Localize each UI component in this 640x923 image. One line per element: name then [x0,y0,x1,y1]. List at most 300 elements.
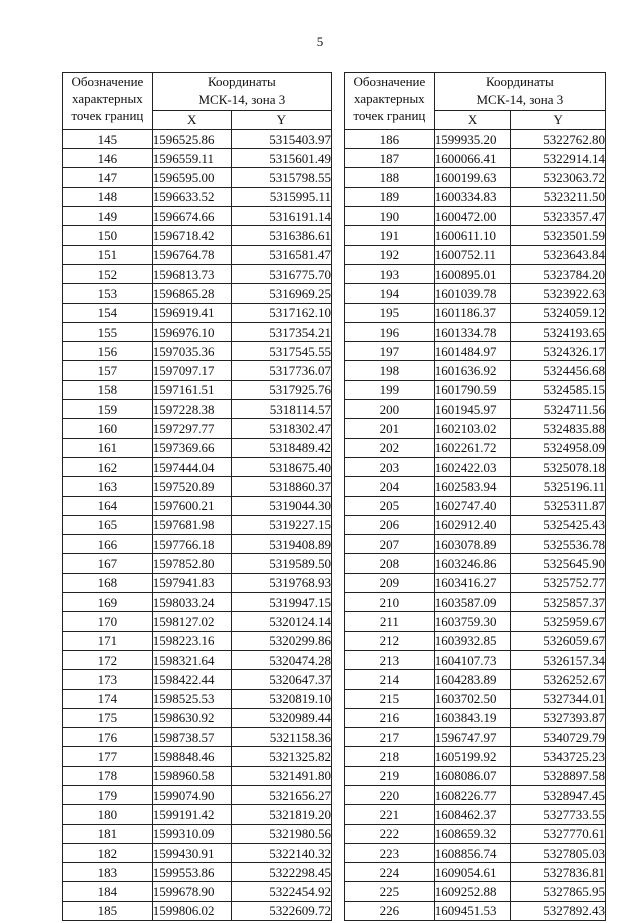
x-coordinate-cell: 1605199.92 [434,747,511,766]
point-id-cell: 186 [345,129,435,148]
point-id-cell: 150 [63,226,153,245]
point-id-cell: 220 [345,785,435,804]
y-coordinate-cell: 5324835.88 [511,419,606,438]
point-id-cell: 177 [63,747,153,766]
x-coordinate-cell: 1599074.90 [152,785,231,804]
y-coordinate-cell: 5321158.36 [231,728,331,747]
table-row [345,708,606,727]
point-id-cell: 183 [63,863,153,882]
coordinates-table-right [344,72,606,921]
x-coordinate-cell: 1597600.21 [152,496,231,515]
y-coordinate-cell: 5325857.37 [511,593,606,612]
x-coordinate-cell: 1600472.00 [434,207,511,226]
y-coordinate-cell: 5322914.14 [511,149,606,168]
y-coordinate-cell: 5325311.87 [511,496,606,515]
table-row [63,361,332,380]
table-row [345,689,606,708]
table-row [63,149,332,168]
table-row [345,496,606,515]
table-row [63,322,332,341]
point-id-cell: 173 [63,670,153,689]
table-row [63,554,332,573]
y-coordinate-cell: 5316775.70 [231,264,331,283]
x-coordinate-cell: 1597520.89 [152,477,231,496]
table-row [345,438,606,457]
x-coordinate-cell: 1596764.78 [152,245,231,264]
header-coords-line: Координаты [485,74,554,89]
point-id-cell: 217 [345,728,435,747]
point-id-cell: 152 [63,264,153,283]
table-row [345,380,606,399]
table-row [345,457,606,476]
table-row [63,129,332,148]
y-coordinate-cell: 5325959.67 [511,612,606,631]
col-x-header: X [152,110,231,129]
y-coordinate-cell: 5325078.18 [511,457,606,476]
point-id-cell: 204 [345,477,435,496]
point-id-cell: 216 [345,708,435,727]
point-id-cell: 188 [345,168,435,187]
x-coordinate-cell: 1598321.64 [152,650,231,669]
y-coordinate-cell: 5319408.89 [231,535,331,554]
x-coordinate-cell: 1596595.00 [152,168,231,187]
y-coordinate-cell: 5318675.40 [231,457,331,476]
table-row [345,766,606,785]
x-coordinate-cell: 1596718.42 [152,226,231,245]
x-coordinate-cell: 1597941.83 [152,573,231,592]
coordinates-header [152,73,331,111]
table-row [63,496,332,515]
y-coordinate-cell: 5323922.63 [511,284,606,303]
x-coordinate-cell: 1596976.10 [152,322,231,341]
x-coordinate-cell: 1603587.09 [434,593,511,612]
x-coordinate-cell: 1598738.57 [152,728,231,747]
point-id-cell: 196 [345,322,435,341]
point-id-cell: 154 [63,303,153,322]
y-coordinate-cell: 5325752.77 [511,573,606,592]
point-id-cell: 180 [63,805,153,824]
x-coordinate-cell: 1601484.97 [434,342,511,361]
x-coordinate-cell: 1597444.04 [152,457,231,476]
point-id-cell: 202 [345,438,435,457]
table-row [345,785,606,804]
table-row [63,670,332,689]
x-coordinate-cell: 1596674.66 [152,207,231,226]
x-coordinate-cell: 1596559.11 [152,149,231,168]
y-coordinate-cell: 5327865.95 [511,882,606,901]
point-id-cell: 165 [63,515,153,534]
table-row [345,901,606,920]
x-coordinate-cell: 1598422.44 [152,670,231,689]
y-coordinate-cell: 5325536.78 [511,535,606,554]
point-label-header [63,73,153,130]
table-row [63,226,332,245]
y-coordinate-cell: 5326157.34 [511,650,606,669]
y-coordinate-cell: 5322609.72 [231,901,331,920]
point-id-cell: 149 [63,207,153,226]
x-coordinate-cell: 1597161.51 [152,380,231,399]
table-row [345,129,606,148]
point-id-cell: 169 [63,593,153,612]
y-coordinate-cell: 5320819.10 [231,689,331,708]
table-row [345,554,606,573]
y-coordinate-cell: 5327733.55 [511,805,606,824]
y-coordinate-cell: 5325196.11 [511,477,606,496]
y-coordinate-cell: 5318114.57 [231,400,331,419]
table-row [63,593,332,612]
x-coordinate-cell: 1603078.89 [434,535,511,554]
x-coordinate-cell: 1597369.66 [152,438,231,457]
table-row [63,207,332,226]
table-row [345,400,606,419]
x-coordinate-cell: 1596865.28 [152,284,231,303]
x-coordinate-cell: 1596813.73 [152,264,231,283]
x-coordinate-cell: 1600066.41 [434,149,511,168]
point-id-cell: 187 [345,149,435,168]
table-row [345,728,606,747]
table-row [63,264,332,283]
x-coordinate-cell: 1608659.32 [434,824,511,843]
table-row [345,631,606,650]
table-row [63,187,332,206]
y-coordinate-cell: 5316386.61 [231,226,331,245]
x-coordinate-cell: 1608086.07 [434,766,511,785]
point-id-cell: 167 [63,554,153,573]
point-id-cell: 166 [63,535,153,554]
x-coordinate-cell: 1598630.92 [152,708,231,727]
y-coordinate-cell: 5327770.61 [511,824,606,843]
point-id-cell: 194 [345,284,435,303]
header-label-line: точек границ [71,108,144,123]
point-id-cell: 162 [63,457,153,476]
point-id-cell: 148 [63,187,153,206]
point-id-cell: 226 [345,901,435,920]
x-coordinate-cell: 1600752.11 [434,245,511,264]
page-number: 5 [316,34,324,49]
y-coordinate-cell: 5327836.81 [511,863,606,882]
y-coordinate-cell: 5323501.59 [511,226,606,245]
table-row [345,515,606,534]
table-row [345,322,606,341]
x-coordinate-cell: 1601039.78 [434,284,511,303]
y-coordinate-cell: 5322298.45 [231,863,331,882]
y-coordinate-cell: 5321819.20 [231,805,331,824]
header-label-line: Обозначение [71,74,144,89]
table-row [63,457,332,476]
point-id-cell: 176 [63,728,153,747]
y-coordinate-cell: 5325645.90 [511,554,606,573]
y-coordinate-cell: 5316191.14 [231,207,331,226]
y-coordinate-cell: 5320124.14 [231,612,331,631]
table-row [63,824,332,843]
point-id-cell: 189 [345,187,435,206]
table-row [63,843,332,862]
table-row [345,284,606,303]
point-id-cell: 175 [63,708,153,727]
table-row [345,149,606,168]
point-id-cell: 157 [63,361,153,380]
y-coordinate-cell: 5328947.45 [511,785,606,804]
point-id-cell: 161 [63,438,153,457]
y-coordinate-cell: 5322140.32 [231,843,331,862]
x-coordinate-cell: 1598960.58 [152,766,231,785]
table-row [345,477,606,496]
y-coordinate-cell: 5315798.55 [231,168,331,187]
y-coordinate-cell: 5323643.84 [511,245,606,264]
table-row [63,284,332,303]
x-coordinate-cell: 1597035.36 [152,342,231,361]
x-coordinate-cell: 1602103.02 [434,419,511,438]
x-coordinate-cell: 1599678.90 [152,882,231,901]
header-coords-line: МСК-14, зона 3 [476,92,564,108]
point-id-cell: 185 [63,901,153,920]
y-coordinate-cell: 5317545.55 [231,342,331,361]
x-coordinate-cell: 1603932.85 [434,631,511,650]
y-coordinate-cell: 5319947.15 [231,593,331,612]
table-row [345,882,606,901]
point-id-cell: 164 [63,496,153,515]
y-coordinate-cell: 5321980.56 [231,824,331,843]
y-coordinate-cell: 5343725.23 [511,747,606,766]
table-row [345,168,606,187]
y-coordinate-cell: 5326059.67 [511,631,606,650]
x-coordinate-cell: 1609451.53 [434,901,511,920]
x-coordinate-cell: 1598033.24 [152,593,231,612]
coordinates-table-left [62,72,332,921]
table-row [345,573,606,592]
x-coordinate-cell: 1603246.86 [434,554,511,573]
x-coordinate-cell: 1602583.94 [434,477,511,496]
point-id-cell: 223 [345,843,435,862]
point-id-cell: 213 [345,650,435,669]
table-row [63,419,332,438]
x-coordinate-cell: 1601790.59 [434,380,511,399]
table-row [345,342,606,361]
point-id-cell: 168 [63,573,153,592]
y-coordinate-cell: 5325425.43 [511,515,606,534]
point-id-cell: 160 [63,419,153,438]
point-id-cell: 212 [345,631,435,650]
table-row [345,245,606,264]
table-row [63,342,332,361]
y-coordinate-cell: 5320299.86 [231,631,331,650]
point-id-cell: 190 [345,207,435,226]
x-coordinate-cell: 1597852.80 [152,554,231,573]
header-label-line: Обозначение [353,74,426,89]
table-row [63,303,332,322]
table-row [63,689,332,708]
point-id-cell: 209 [345,573,435,592]
header-coords-line: МСК-14, зона 3 [198,92,286,108]
table-row [345,843,606,862]
x-coordinate-cell: 1596919.41 [152,303,231,322]
x-coordinate-cell: 1599191.42 [152,805,231,824]
y-coordinate-cell: 5323357.47 [511,207,606,226]
y-coordinate-cell: 5320647.37 [231,670,331,689]
col-x-header: X [434,110,511,129]
table-row [63,747,332,766]
x-coordinate-cell: 1601636.92 [434,361,511,380]
point-id-cell: 210 [345,593,435,612]
table-row [63,477,332,496]
x-coordinate-cell: 1601334.78 [434,322,511,341]
y-coordinate-cell: 5317162.10 [231,303,331,322]
y-coordinate-cell: 5326252.67 [511,670,606,689]
table-row [63,168,332,187]
point-id-cell: 179 [63,785,153,804]
point-id-cell: 193 [345,264,435,283]
table-row [63,785,332,804]
y-coordinate-cell: 5324711.56 [511,400,606,419]
y-coordinate-cell: 5323784.20 [511,264,606,283]
header-label-line: характерных [354,91,425,106]
table-row [63,573,332,592]
y-coordinate-cell: 5324585.15 [511,380,606,399]
x-coordinate-cell: 1608226.77 [434,785,511,804]
y-coordinate-cell: 5319044.30 [231,496,331,515]
table-row [63,515,332,534]
point-id-cell: 158 [63,380,153,399]
point-id-cell: 221 [345,805,435,824]
table-body-left [63,129,332,920]
point-id-cell: 198 [345,361,435,380]
table-row [345,535,606,554]
point-id-cell: 205 [345,496,435,515]
table-row [63,766,332,785]
table-row [63,380,332,399]
point-id-cell: 224 [345,863,435,882]
point-id-cell: 207 [345,535,435,554]
y-coordinate-cell: 5319227.15 [231,515,331,534]
x-coordinate-cell: 1599553.86 [152,863,231,882]
y-coordinate-cell: 5324958.09 [511,438,606,457]
table-body-right [345,129,606,920]
point-id-cell: 174 [63,689,153,708]
table-row [345,824,606,843]
x-coordinate-cell: 1597766.18 [152,535,231,554]
x-coordinate-cell: 1602912.40 [434,515,511,534]
point-id-cell: 147 [63,168,153,187]
x-coordinate-cell: 1600334.83 [434,187,511,206]
table-row [345,207,606,226]
table-row [63,245,332,264]
header-label-line: характерных [72,91,143,106]
x-coordinate-cell: 1597681.98 [152,515,231,534]
table-row [345,670,606,689]
y-coordinate-cell: 5317354.21 [231,322,331,341]
point-id-cell: 159 [63,400,153,419]
point-id-cell: 191 [345,226,435,245]
table-row [345,805,606,824]
x-coordinate-cell: 1609054.61 [434,863,511,882]
y-coordinate-cell: 5324059.12 [511,303,606,322]
point-id-cell: 151 [63,245,153,264]
point-id-cell: 172 [63,650,153,669]
x-coordinate-cell: 1601945.97 [434,400,511,419]
x-coordinate-cell: 1597228.38 [152,400,231,419]
x-coordinate-cell: 1603843.19 [434,708,511,727]
table-row [63,438,332,457]
point-id-cell: 219 [345,766,435,785]
point-id-cell: 203 [345,457,435,476]
table-row [345,419,606,438]
table-row [63,631,332,650]
point-id-cell: 156 [63,342,153,361]
y-coordinate-cell: 5317736.07 [231,361,331,380]
table-row [345,361,606,380]
table-row [63,728,332,747]
point-id-cell: 178 [63,766,153,785]
table-row [63,805,332,824]
x-coordinate-cell: 1608856.74 [434,843,511,862]
table-row [345,187,606,206]
table-row [63,863,332,882]
point-id-cell: 211 [345,612,435,631]
point-id-cell: 170 [63,612,153,631]
y-coordinate-cell: 5327805.03 [511,843,606,862]
point-id-cell: 200 [345,400,435,419]
point-id-cell: 192 [345,245,435,264]
point-id-cell: 182 [63,843,153,862]
y-coordinate-cell: 5328897.58 [511,766,606,785]
x-coordinate-cell: 1602261.72 [434,438,511,457]
point-id-cell: 145 [63,129,153,148]
table-row [63,901,332,920]
x-coordinate-cell: 1608462.37 [434,805,511,824]
point-id-cell: 218 [345,747,435,766]
y-coordinate-cell: 5321491.80 [231,766,331,785]
x-coordinate-cell: 1599430.91 [152,843,231,862]
table-row [63,650,332,669]
point-id-cell: 206 [345,515,435,534]
x-coordinate-cell: 1599935.20 [434,129,511,148]
header-coords-line: Координаты [208,74,276,89]
x-coordinate-cell: 1596747.97 [434,728,511,747]
table-row [345,593,606,612]
y-coordinate-cell: 5320989.44 [231,708,331,727]
x-coordinate-cell: 1599310.09 [152,824,231,843]
y-coordinate-cell: 5316969.25 [231,284,331,303]
table-row [345,303,606,322]
point-id-cell: 215 [345,689,435,708]
y-coordinate-cell: 5319589.50 [231,554,331,573]
y-coordinate-cell: 5323211.50 [511,187,606,206]
x-coordinate-cell: 1603702.50 [434,689,511,708]
point-id-cell: 199 [345,380,435,399]
x-coordinate-cell: 1598525.53 [152,689,231,708]
table-row [63,400,332,419]
x-coordinate-cell: 1602747.40 [434,496,511,515]
y-coordinate-cell: 5323063.72 [511,168,606,187]
point-id-cell: 222 [345,824,435,843]
table-row [63,612,332,631]
point-id-cell: 195 [345,303,435,322]
y-coordinate-cell: 5320474.28 [231,650,331,669]
x-coordinate-cell: 1603416.27 [434,573,511,592]
y-coordinate-cell: 5321325.82 [231,747,331,766]
x-coordinate-cell: 1596633.52 [152,187,231,206]
x-coordinate-cell: 1600199.63 [434,168,511,187]
point-id-cell: 171 [63,631,153,650]
point-label-header [345,73,435,130]
coordinates-header [434,73,605,111]
table-row [63,708,332,727]
x-coordinate-cell: 1600895.01 [434,264,511,283]
header-label-line: точек границ [353,108,426,123]
y-coordinate-cell: 5318489.42 [231,438,331,457]
x-coordinate-cell: 1609252.88 [434,882,511,901]
x-coordinate-cell: 1598848.46 [152,747,231,766]
